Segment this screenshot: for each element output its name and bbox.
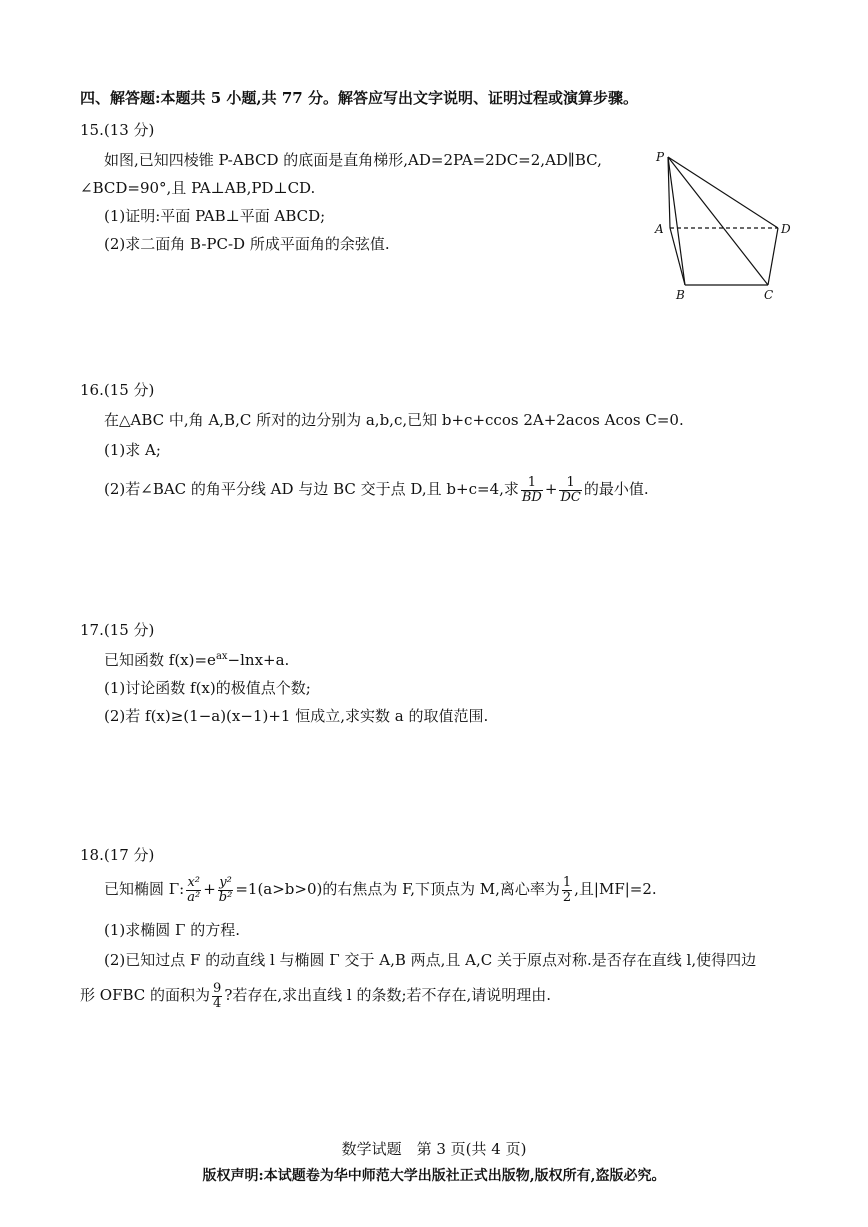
q18-part2-line2: 形 OFBC 的面积为 $\frac{9}{4}$ ?若存在,求出直线 l 的条数;若不存在,请说明理由. — [80, 980, 552, 1011]
q17-part2: (2)若 f(x)≥(1−a)(x−1)+1 恒成立,求实数 a 的取值范围. — [104, 707, 489, 725]
page-footer: 数学试题 第 3 页(共 4 页) — [341, 1140, 527, 1158]
q16-part1: (1)求 A; — [104, 441, 161, 459]
edge-pd — [668, 157, 778, 228]
q18-frac-area: $\frac{9}{4}$ — [213, 980, 222, 1011]
q18-line1: 已知椭圆 Γ: $\frac{\text{x²}}{\text{a²}}$ + $\frac{\text{y²}}{\text{b²}}$ =1(a>b>0)的右焦点为 F,下顶点为 M,离心率为 $\frac{1}{2}$ ,且|MF|=2. — [104, 874, 657, 905]
q16-number: 16.(15 分) — [80, 381, 155, 399]
copyright-notice: 版权声明:本试题卷为华中师范大学出版社正式出版物,版权所有,盗版必究。 — [202, 1168, 666, 1184]
q18-part2-line1: (2)已知过点 F 的动直线 l 与椭圆 Γ 交于 A,B 两点,且 A,C 关于原点对称.是否存在直线 l,使得四边 — [104, 951, 757, 969]
q16-frac-bd: $\frac{1}{BD}$ — [521, 474, 542, 505]
q16-part2-pre: (2)若∠BAC 的角平分线 AD 与边 BC 交于点 D,且 b+c=4,求 — [104, 480, 519, 498]
pyramid-figure — [650, 145, 800, 305]
label-c: C — [764, 288, 774, 302]
q16-part2 — [104, 470, 649, 508]
q15-part2: (2)求二面角 B-PC-D 所成平面角的余弦值. — [104, 235, 390, 253]
q16-plus: + — [544, 480, 558, 498]
q17-number: 17.(15 分) — [80, 621, 155, 639]
q18-part1: (1)求椭圆 Γ 的方程. — [104, 921, 240, 939]
q18-frac-y: $\frac{\text{y²}}{\text{b²}}$ — [218, 874, 233, 905]
q18-number: 18.(17 分) — [80, 846, 155, 864]
label-a: A — [655, 222, 664, 236]
label-b: B — [676, 288, 685, 302]
q17-part1: (1)讨论函数 f(x)的极值点个数; — [104, 679, 311, 697]
q18-frac-e: $\frac{1}{2}$ — [562, 874, 572, 905]
section-header: 四、解答题:本题共 5 小题,共 77 分。解答应写出文字说明、证明过程或演算步骤。 — [80, 89, 638, 107]
q15-number: 15.(13 分) — [80, 121, 155, 139]
q15-line2: ∠BCD=90°,且 PA⊥AB,PD⊥CD. — [80, 179, 316, 197]
label-d: D — [781, 222, 791, 236]
q18-frac-x: $\frac{\text{x²}}{\text{a²}}$ — [187, 874, 201, 905]
label-p: P — [656, 150, 665, 164]
q16-line1: 在△ABC 中,角 A,B,C 所对的边分别为 a,b,c,已知 b+c+ccos 2A+2acos Acos C=0. — [104, 411, 684, 429]
q16-part2-post: 的最小值. — [583, 480, 649, 498]
edge-ab — [670, 228, 685, 285]
edge-cd — [768, 228, 778, 285]
q15-line1: 如图,已知四棱锥 P-ABCD 的底面是直角梯形,AD=2PA=2DC=2,AD∥BC, — [104, 151, 602, 169]
q16-frac-dc: $\frac{1}{DC}$ — [560, 474, 581, 505]
q17-line1: 已知函数 $f(x)=e^{ax}-\ln x+a$. — [104, 651, 290, 669]
q15-part1: (1)证明:平面 PAB⊥平面 ABCD; — [104, 207, 326, 225]
